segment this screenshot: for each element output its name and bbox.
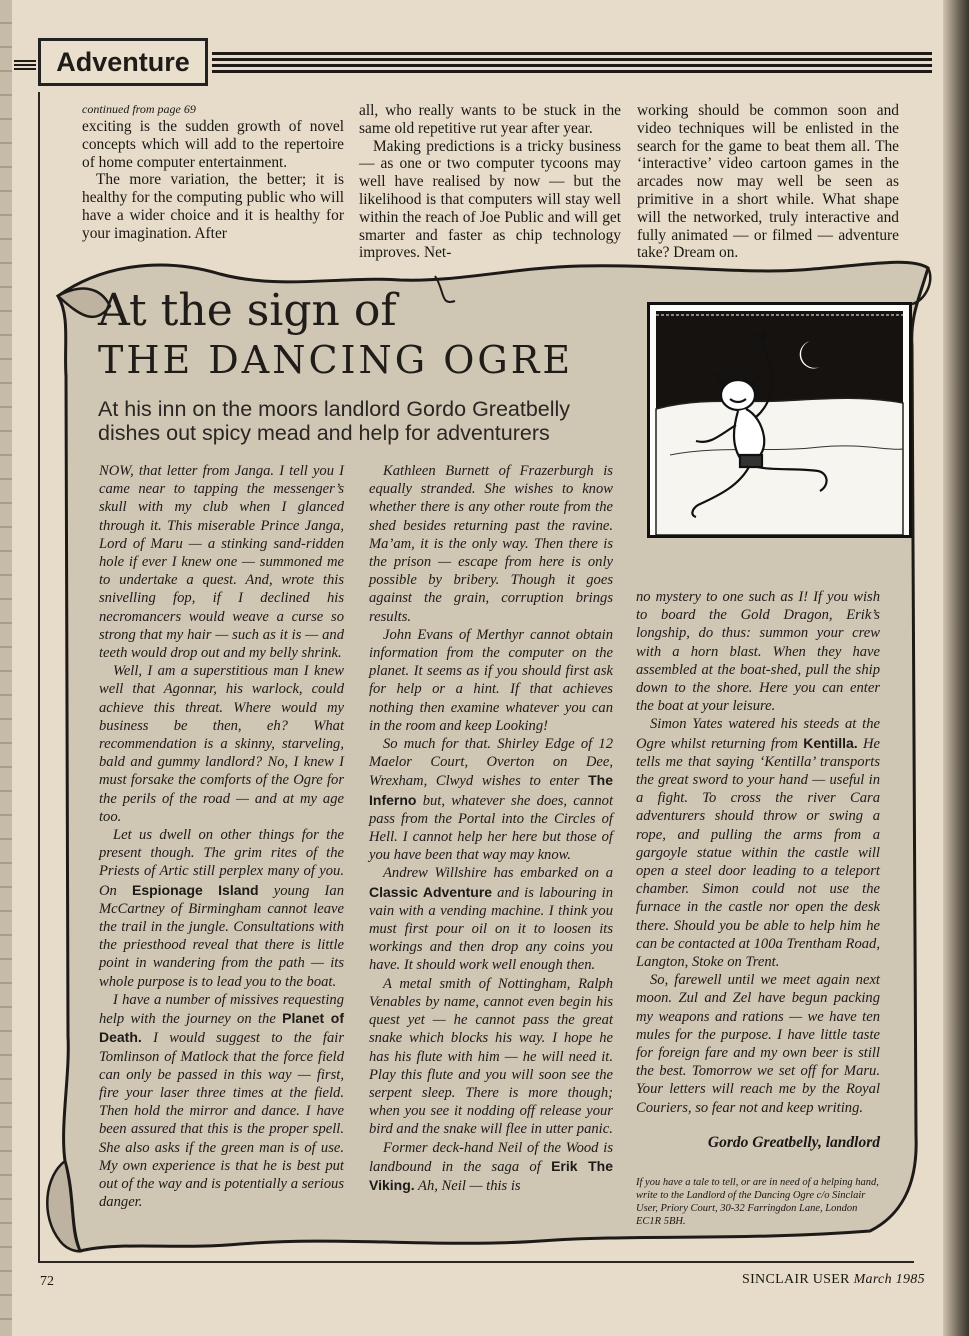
paragraph-text: He tells me that saying ‘Kentilla’ transports the great sword to your hand — useful in a fight. To cross the river Cara adventurers should throw or swing a rope, and pulling the arms from a gargoyle statue within the castle will open a steel door leading to a teleport chamber. Simon could not use the furnace in the castle nor open the desk there. Should you be able to help him he can be contacted at 100a Trentham Road, Langton, Stoke on Trent.: [636, 735, 880, 971]
paragraph-text: I would suggest to the fair Tomlinson of Matlock that the force field can only be passed in this way — first, fire your laser three times at the field. Then hold the mirror and dance. I have been assured that this is the proper spell. She also asks if the green man is of use. My own experience is that he is best put out of the way and is potentially a serious danger.: [99, 1030, 344, 1211]
paragraph-text: So much for that. Shirley Edge of 12 Maelor Court, Overton on Dee, Wrexham, Clwyd wishes to enter: [369, 736, 613, 790]
issue-date: March 1985: [853, 1272, 925, 1287]
intro-paragraph: The more variation, the better; it is healthy for the computing public who will have a wider choice and it is healthy for your imagination. After: [82, 171, 344, 242]
article-paragraph: [369, 462, 613, 626]
article-paragraph: [369, 975, 613, 1139]
page-number: 72: [40, 1274, 54, 1289]
article-paragraph: [636, 715, 880, 971]
article-paragraph: [99, 991, 344, 1211]
game-title-classic-adventure: Classic Adventure: [369, 883, 493, 900]
article-paragraph: [369, 626, 613, 735]
game-title-erik-the-viking: Erik The Viking.: [369, 1157, 613, 1193]
intro-paragraph: all, who really wants to be stuck in the same old repetitive rut year after year.: [359, 102, 621, 137]
paragraph-text: Let us dwell on other things for the present though. The grim rites of the Priests of Artic still perplex many of you. On: [99, 827, 344, 899]
article-paragraph: [99, 826, 344, 991]
feature-title-line-2: THE DANCING OGRE: [98, 338, 574, 382]
article-paragraph: [369, 864, 613, 974]
article-paragraph: [369, 1139, 613, 1196]
section-title: Adventure: [56, 46, 190, 77]
feature-standfirst: At his inn on the moors landlord Gordo Greatbelly dishes out spicy mead and help for adventurers: [98, 397, 571, 445]
paragraph-text: no mystery to one such as I! If you wish to board the Gold Dragon, Erik’s longship, do thus: summon your crew with a horn blast. When they have assembled at the boat-shed, pull the ship down to the shore. Here you can enter the boat at your leisure.: [636, 589, 880, 715]
continued-note: continued from page 69: [82, 102, 196, 116]
paragraph-text: NOW, that letter from Janga. I tell you I came near to tapping the messenger’s skull with my club when I glanced through it. This miserable Prince Janga, Lord of Maru — a stinking sand-ridden hole if ever I knew one — summoned me to undertake a quest. And, wrote this snivelling fop, if I declined his necromancers would weave a curse so strong that my hair — such as it is — and teeth would drop out and my belly shrink.: [99, 463, 344, 662]
intro-paragraph: working should be common soon and video techniques will be enlisted in the search for the game to beat them all. The ‘interactive’ video cartoon games in the arcades now may well be seen as primitive in a short while. What shape will the networked, truly interactive and fully animated — or filmed — adventure take? Dream on.: [637, 102, 899, 262]
paragraph-text: Andrew Willshire has embarked on a: [383, 865, 613, 882]
paragraph-text: Simon Yates watered his steeds at the Ogre whilst returning from: [636, 716, 880, 752]
paragraph-text: and is labouring in vain with a vending machine. I think you must first pour oil on it to loosen its workings and then drop any coins you have. It should work well enough then.: [369, 884, 614, 974]
page-spine-shadow: [943, 0, 969, 1336]
paragraph-text: So, farewell until we meet again next moon. Zul and Zel have begun packing my weapons and rations — we have ten mules for the purpose. I have little taste for foreign fare and my own beer is still the best. Tomorrow we set off for Maru. Your letters will reach me by the Royal Couriers, so fear not and keep writing.: [636, 972, 880, 1116]
header-rule-left: [14, 60, 36, 70]
article-paragraph: [99, 462, 344, 662]
paragraph-text: Former deck-hand Neil of the Wood is landbound in the saga of: [369, 1139, 613, 1175]
intro-column-1: [82, 102, 344, 243]
section-header: [38, 38, 208, 86]
paragraph-text: I have a number of missives requesting help with the journey on the: [99, 991, 344, 1028]
feature-title-line-1: At the sign of: [98, 285, 397, 336]
article-paragraph: [636, 971, 880, 1117]
paragraph-text: young Ian McCartney of Birmingham cannot leave the trail in the jungle. Consultations with the priesthood reveal that there is little point in wandering from the path — its whole purpose is to lead you to the boat.: [99, 882, 344, 990]
ogre-drawing: [650, 305, 909, 535]
game-title-kentilla: Kentilla.: [803, 734, 858, 751]
game-title-the-inferno: The Inferno: [369, 772, 613, 808]
intro-column-2: [359, 102, 621, 262]
paragraph-text: Well, I am a superstitious man I knew well that Agonnar, his warlock, could achieve this threat. Where would my business be then, eh? What recommendation is a skinny, starveling, bald and gummy landlord? No, I knew I must forsake the comforts of the Ogre for the perils of the road — and at my age too.: [99, 663, 344, 825]
game-title-espionage-island: Espionage Island: [131, 881, 259, 898]
intro-column-3: [637, 102, 899, 262]
paragraph-text: Kathleen Burnett of Frazerburgh is equally stranded. She wishes to know whether there is any other route from the shed besides returning past the ravine. Ma’am, it is the only way. Then there is the prison — escape from here is only possible by bribery. Though it goes against the grain, corruption brings results.: [369, 463, 613, 625]
paragraph-text: John Evans of Merthyr cannot obtain information from the computer on the planet. It seems as if you should first ask for help or a hint. If that achieves nothing then examine whatever you can in the room and keep Looking!: [369, 626, 613, 734]
magazine-name: SINCLAIR USER: [742, 1272, 850, 1287]
paragraph-text: A metal smith of Nottingham, Ralph Venables by name, cannot even begin his quest yet — he cannot pass the great snake which blocks his way. I hope he has his flute with him — he will need it. Play this flute and you will soon see the serpent sleep. There is more though; when you see it nodding off release your bird and the snake will flee in utter panic.: [369, 975, 613, 1138]
article-paragraph: [636, 588, 880, 715]
author-signature: Gordo Greatbelly, landlord: [707, 1134, 880, 1151]
article-paragraph: [99, 662, 344, 826]
paragraph-text: but, whatever she does, cannot pass from the Portal into the Circles of Hell. I cannot help her here but those of you have been that way may know.: [369, 792, 613, 864]
article-column-3: [636, 588, 880, 1117]
article-column-2: [369, 462, 613, 1195]
paragraph-text: Ah, Neil — this is: [414, 1177, 521, 1194]
header-rule: [212, 52, 932, 74]
intro-paragraph: Making predictions is a tricky business — as one or two computer tycoons may well have realised by now — but the likelihood is that computers will stay well within the reach of Joe Public and will get smarter and faster as chip technology improves. Net-: [359, 137, 621, 262]
article-column-1: [99, 462, 344, 1211]
contact-footnote: If you have a tale to tell, or are in need of a helping hand, write to the Landlord of the Dancing Ogre c/o Sinclair User, Priory Court, 30-32 Farringdon Lane, London EC1R 5BH.: [636, 1177, 879, 1227]
intro-paragraph: exciting is the sudden growth of novel concepts which will add to the repertoire of home computer entertainment.: [82, 118, 344, 171]
magazine-footer: [742, 1272, 925, 1288]
article-paragraph: [369, 735, 613, 864]
dancing-ogre-illustration: [647, 302, 912, 538]
page-binding-edge: [0, 0, 12, 1336]
game-title-planet-of-death: Planet of Death.: [99, 1010, 344, 1046]
